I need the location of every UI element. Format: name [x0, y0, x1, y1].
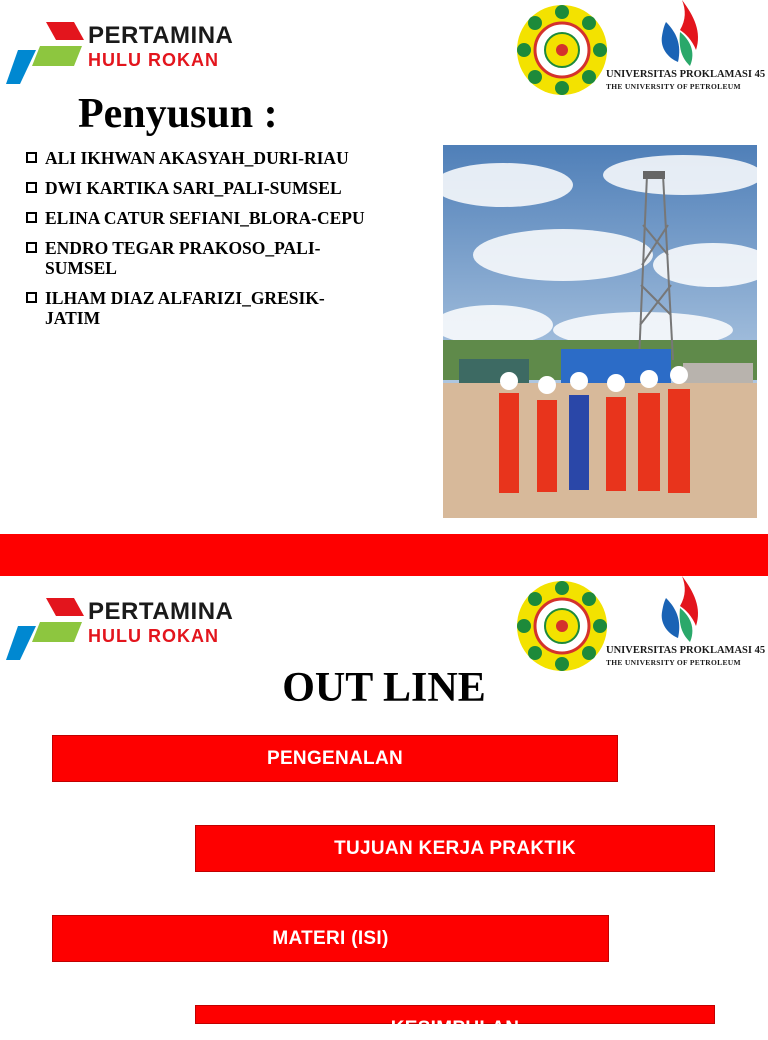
outline-item-kesimpulan-label: KESIMPULAN: [390, 1018, 520, 1039]
university-seal-icon: [516, 580, 608, 672]
pertamina-mark-icon: [6, 22, 86, 86]
outline-item-materi: MATERI (ISI): [52, 915, 609, 962]
list-item: [26, 178, 441, 198]
pertamina-logo: [6, 22, 246, 86]
drilling-rig-photo-icon: [443, 145, 757, 518]
section-divider-bar: [0, 534, 768, 576]
checkbox-bullet-icon: [26, 152, 37, 163]
member-name: ILHAM DIAZ ALFARIZI_GRESIK-: [45, 288, 325, 308]
university-seal-icon: [516, 4, 608, 96]
outline-item-tujuan: TUJUAN KERJA PRAKTIK: [195, 825, 715, 872]
university-flame-icon: [656, 0, 706, 68]
university-name: UNIVERSITAS PROKLAMASI 45: [606, 645, 766, 656]
member-name: ALI IKHWAN AKASYAH_DURI-RIAU: [45, 148, 349, 168]
checkbox-bullet-icon: [26, 212, 37, 223]
pertamina-mark-icon: [6, 598, 86, 662]
member-name-cont: SUMSEL: [45, 258, 117, 278]
outline-item-kesimpulan: [195, 1005, 715, 1039]
slide2-title: OUT LINE: [282, 665, 486, 711]
university-tagline: THE UNIVERSITY OF PETROLEUM: [606, 658, 741, 667]
checkbox-bullet-icon: [26, 242, 37, 253]
member-name-cont: JATIM: [45, 308, 101, 328]
pertamina-name: PERTAMINA: [88, 22, 234, 49]
university-tagline: THE UNIVERSITY OF PETROLEUM: [606, 82, 741, 91]
member-list: [26, 148, 441, 338]
pertamina-sub: HULU ROKAN: [88, 626, 219, 646]
university-flame-icon: [656, 576, 706, 644]
list-item: [26, 238, 441, 278]
checkbox-bullet-icon: [26, 182, 37, 193]
member-name: ELINA CATUR SEFIANI_BLORA-CEPU: [45, 208, 365, 228]
team-photo: [443, 145, 757, 518]
list-item: [26, 288, 441, 328]
pertamina-name: PERTAMINA: [88, 598, 234, 625]
outline-item-pengenalan: PENGENALAN: [52, 735, 618, 782]
slide1-title: Penyusun :: [78, 91, 278, 137]
pertamina-logo: [6, 598, 246, 662]
checkbox-bullet-icon: [26, 292, 37, 303]
university-name: UNIVERSITAS PROKLAMASI 45: [606, 69, 766, 80]
member-name: DWI KARTIKA SARI_PALI-SUMSEL: [45, 178, 342, 198]
member-name: ENDRO TEGAR PRAKOSO_PALI-: [45, 238, 321, 258]
university-logo: [516, 4, 766, 104]
list-item: [26, 148, 441, 168]
pertamina-sub: HULU ROKAN: [88, 50, 219, 70]
list-item: [26, 208, 441, 228]
